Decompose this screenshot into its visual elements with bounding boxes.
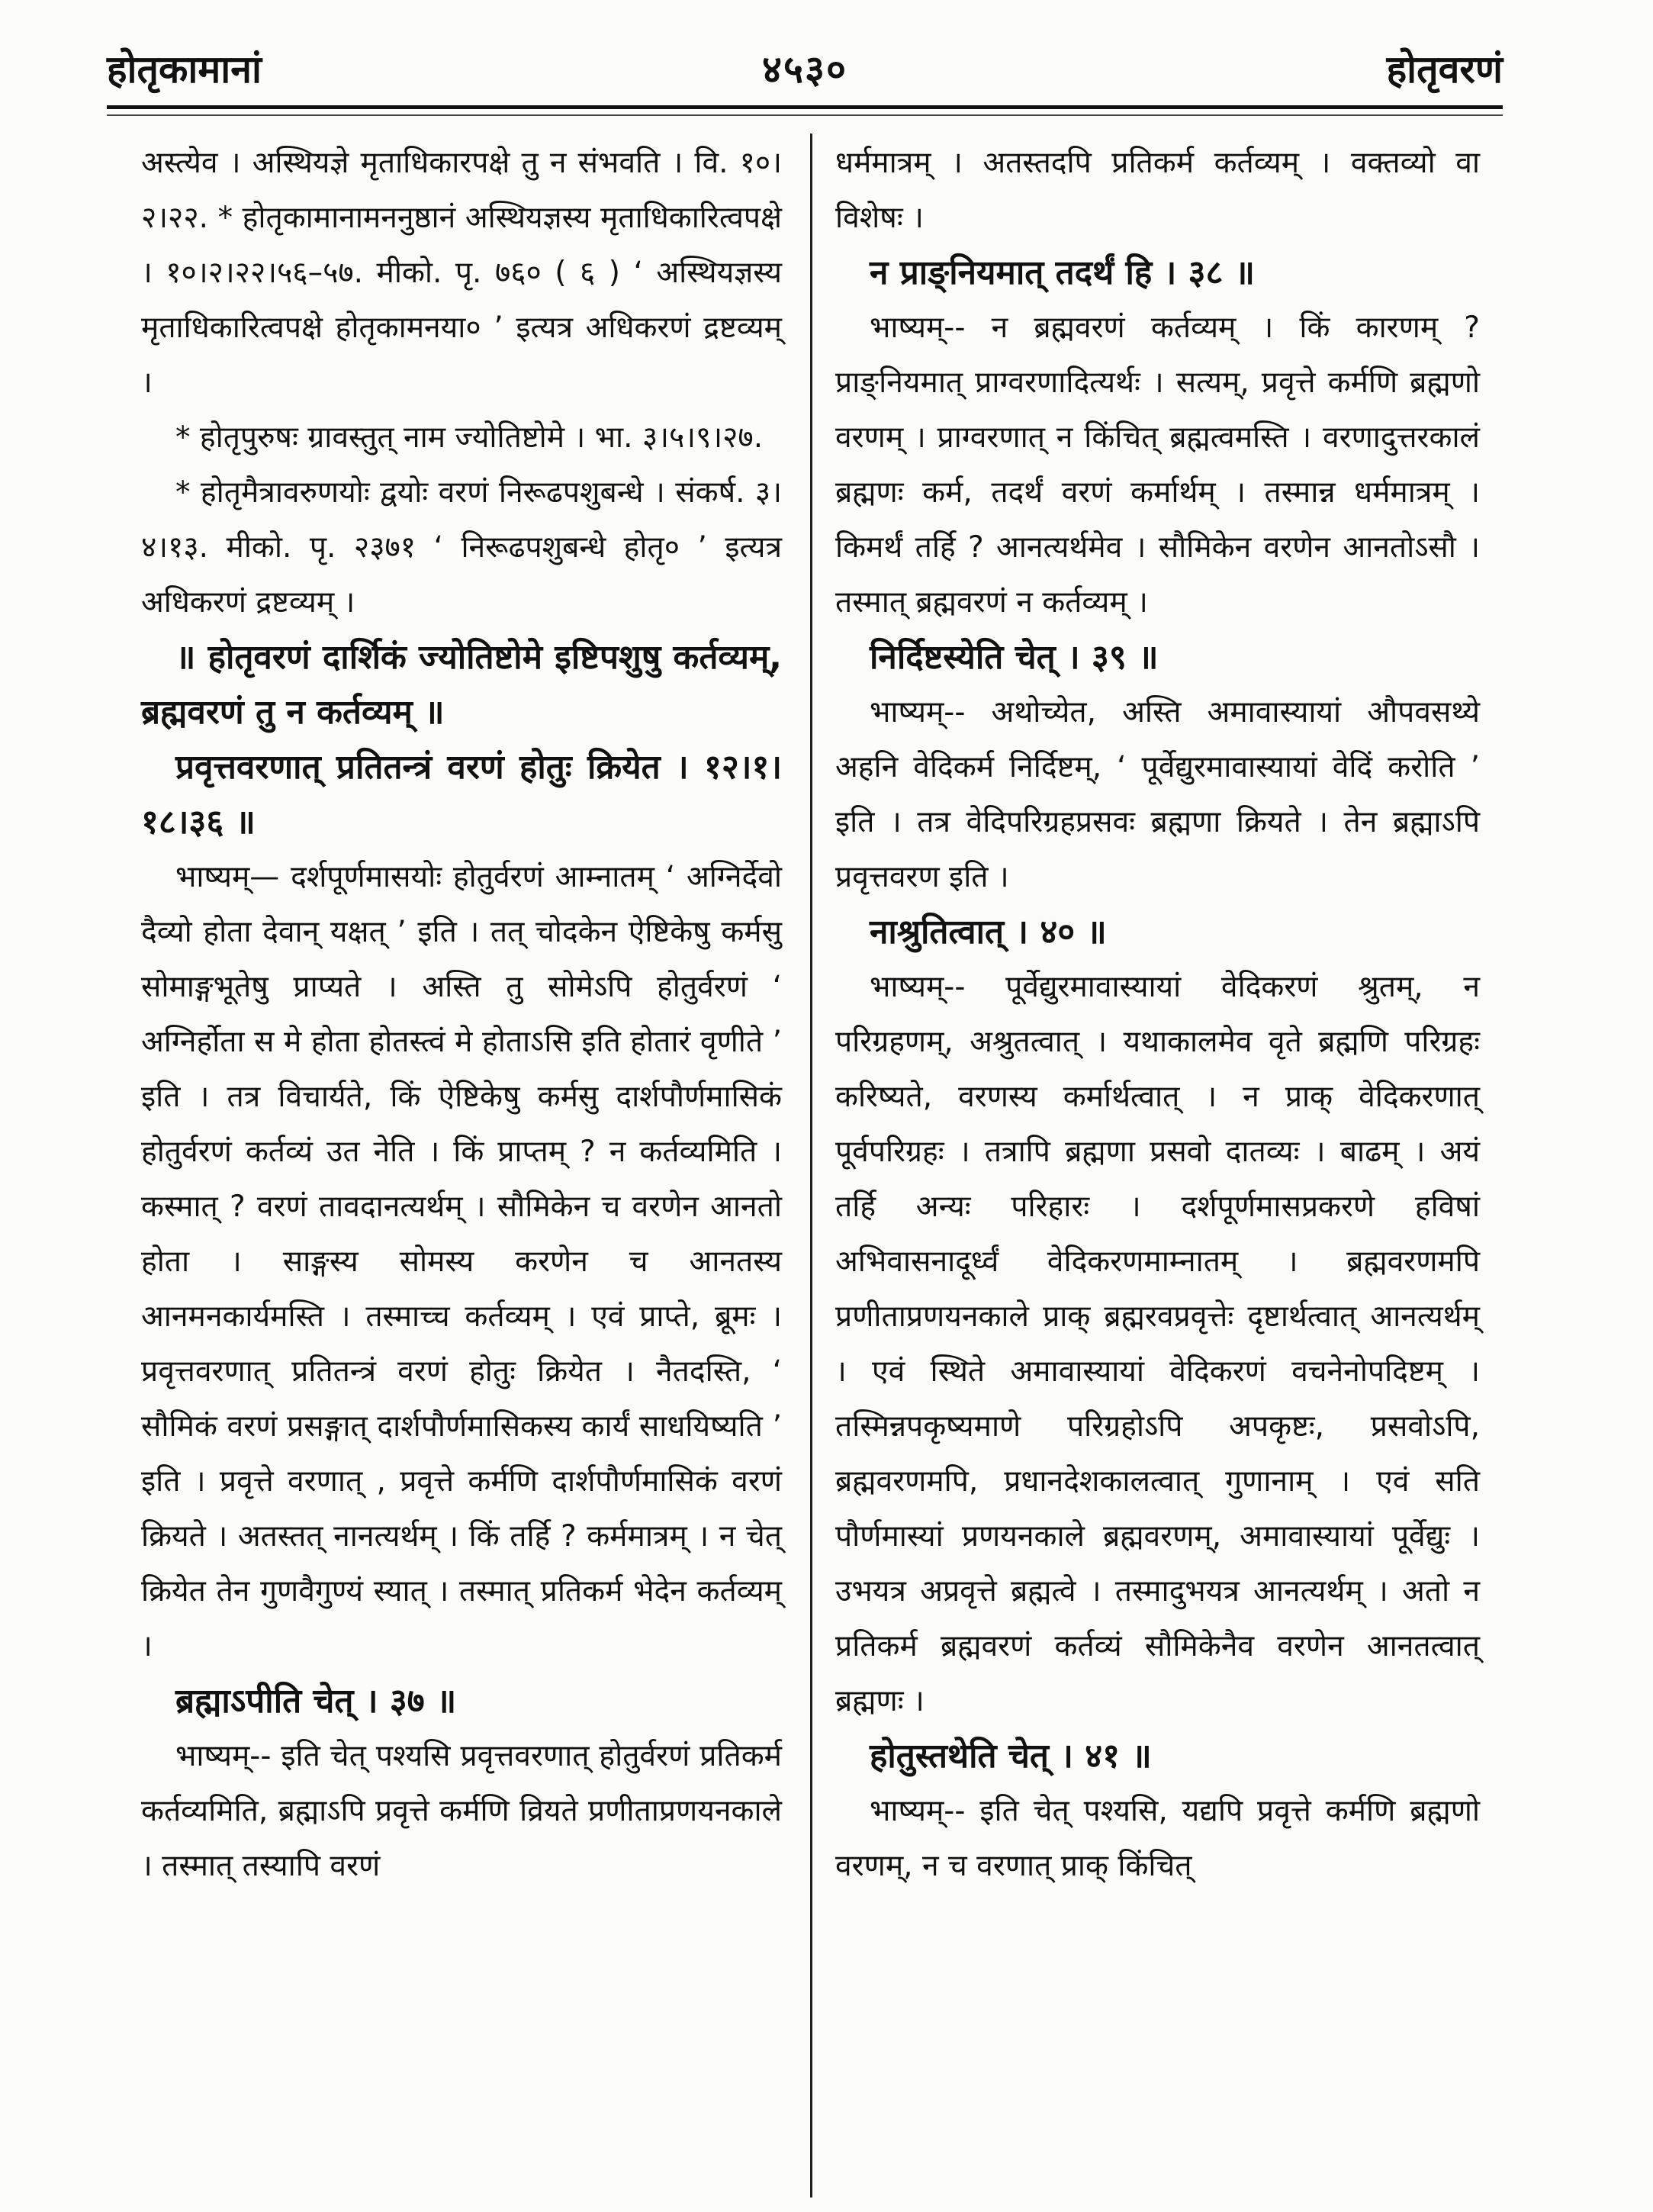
paragraph: अस्त्येव । अस्थियज्ञे मृताधिकारपक्षे तु न संभवति । वि. १०।२।२२. * होतृकामानामननुष्ठानं अस्थियज्ञस्य मृताधिकारित्वपक्षे । १०।२।२२।५६–५७. मीको. पृ. ७६० ( ६ ) ‘ अस्थियज्ञस्य मृताधिकारित्वपक्षे होतृकामनया० ’ इत्यत्र अधिकरणं द्रष्टव्यम् । xyxy=(141,146,782,400)
sutra: होतुस्तथेति चेत् । ४१ ॥ xyxy=(870,1737,1152,1776)
bhashya-paragraph: भाष्यम्-- इति चेत् पश्यसि प्रवृत्तवरणात् होतुर्वरणं प्रतिकर्म कर्तव्यमिति, ब्रह्माऽपि प्रवृत्ते कर्मणि व्रियते प्रणीताप्रणयनकाले । तस्मात् तस्यापि वरणं xyxy=(141,1739,782,1883)
sutra: ब्रह्माऽपीति चेत् । ३७ ॥ xyxy=(175,1682,457,1721)
page-number: ४५३० xyxy=(762,47,847,92)
sutra: न प्राङ्नियमात् तदर्थं हि । ३८ ॥ xyxy=(870,253,1256,292)
column-divider xyxy=(810,134,812,2198)
header-rule-thin xyxy=(107,114,1503,116)
right-column xyxy=(835,136,1480,1894)
bhashya-paragraph: भाष्यम्-- पूर्वेद्युरमावास्यायां वेदिकरणं श्रुतम्, न परिग्रहणम्, अश्रुतत्वात् । यथाकालमेव वृते ब्रह्मणि परिग्रहः करिष्यते, वरणस्य कर्मार्थत्वात् । न प्राक् वेदिकरणात् पूर्वपरिग्रहः । तत्रापि ब्रह्मणा प्रसवो दातव्यः । बाढम् । अयं तर्हि अन्यः परिहारः । दर्शपूर्णमासप्रकरणे हविषां अभिवासनादूर्ध्वं वेदिकरणमाम्नातम् । ब्रह्मवरणमपि प्रणीताप्रणयनकाले प्राक् ब्रह्मरवप्रवृत्तेः दृष्टार्थत्वात् आनत्यर्थम् । एवं स्थिते अमावास्यायां वेदिकरणं वचनेनोपदिष्टम् । तस्मिन्नपकृष्यमाणे परिग्रहोऽपि अपकृष्टः, प्रसवोऽपि, ब्रह्मवरणमपि, प्रधानदेशकालत्वात् गुणानाम् । एवं सति पौर्णमास्यां प्रणयनकाले ब्रह्मवरणम्, अमावास्यायां पूर्वेद्युः । उभयत्र अप्रवृत्ते ब्रह्मत्वे । तस्मादुभयत्र आनत्यर्थम् । अतो न प्रतिकर्म ब्रह्मवरणं कर्तव्यं सौमिकेनैव वरणेन आनतत्वात् ब्रह्मणः । xyxy=(835,970,1480,1718)
paragraph: * होतृमैत्रावरुणयोः द्वयोः वरणं निरूढपशुबन्धे । संकर्ष. ३।४।१३. मीको. पृ. २३७१ ‘ निरूढपशुबन्धे होतृ० ’ इत्यत्र अधिकरणं द्रष्टव्यम् । xyxy=(141,475,782,620)
paragraph: धर्ममात्रम् । अतस्तदपि प्रतिकर्म कर्तव्यम् । वक्तव्यो वा विशेषः । xyxy=(835,146,1480,235)
sutra: नाश्रुतित्वात् । ४० ॥ xyxy=(870,913,1107,951)
paragraph: * होतृपुरुषः ग्रावस्तुत् नाम ज्योतिष्टोमे । भा. ३।५।९।२७. xyxy=(175,420,764,455)
header-right-title: होतृवरणं xyxy=(1386,47,1503,92)
header-left-title: होतृकामानां xyxy=(107,47,262,92)
bhashya-paragraph: भाष्यम्— दर्शपूर्णमासयोः होतुर्वरणं आम्नातम् ‘ अग्निर्देवो दैव्यो होता देवान् यक्षत् ’ इति । तत् चोदकेन ऐष्टिकेषु कर्मसु सोमाङ्गभूतेषु प्राप्यते । अस्ति तु सोमेऽपि होतुर्वरणं ‘ अग्निर्होता स मे होता होतस्त्वं मे होताऽसि इति होतारं वृणीते ’ इति । तत्र विचार्यते, किं ऐष्टिकेषु कर्मसु दार्शपौर्णमासिकं होतुर्वरणं कर्तव्यं उत नेति । किं प्राप्तम् ? न कर्तव्यमिति । कस्मात् ? वरणं तावदानत्यर्थम् । सौमिकेन च वरणेन आनतो होता । साङ्गस्य सोमस्य करणेन च आनतस्य आनमनकार्यमस्ति । तस्माच्च कर्तव्यम् । एवं प्राप्ते, ब्रूमः । प्रवृत्तवरणात् प्रतितन्त्रं वरणं होतुः क्रियेत । नैतदस्ति, ‘ सौमिकं वरणं प्रसङ्गात् दार्शपौर्णमासिकस्य कार्यं साधयिष्यति ’ इति । प्रवृत्ते वरणात् , प्रवृत्ते कर्मणि दार्शपौर्णमासिकं वरणं क्रियते । अतस्तत् नानत्यर्थम् । किं तर्हि ? कर्ममात्रम् । न चेत् क्रियेत तेन गुणवैगुण्यं स्यात् । तस्मात् प्रतिकर्म भेदेन कर्तव्यम् । xyxy=(141,860,782,1663)
bhashya-paragraph: भाष्यम्-- इति चेत् पश्यसि, यद्यपि प्रवृत्ते कर्मणि ब्रह्मणो वरणम्, न च वरणात् प्राक् किंचित् xyxy=(835,1794,1480,1883)
page-header xyxy=(107,42,1503,111)
sutra: प्रवृत्तवरणात् प्रतितन्त्रं वरणं होतुः क्रियेत । १२।१।१८।३६ ॥ xyxy=(141,748,782,842)
bhashya-paragraph: भाष्यम्-- अथोच्येत, अस्ति अमावास्यायां औपवसथ्ये अहनि वेदिकर्म निर्दिष्टम्, ‘ पूर्वेद्युरमावास्यायां वेदिं करोति ’ इति । तत्र वेदिपरिग्रहप्रसवः ब्रह्मणा क्रियते । तेन ब्रह्माऽपि प्रवृत्तवरण इति । xyxy=(835,695,1480,894)
left-column xyxy=(141,136,782,1894)
adhikarana-heading: ॥ होतृवरणं दार्शिकं ज्योतिष्टोमे इष्टिपशुषु कर्तव्यम्, ब्रह्मवरणं तु न कर्तव्यम् ॥ xyxy=(141,638,782,732)
sutra: निर्दिष्टस्येति चेत् । ३९ ॥ xyxy=(870,638,1159,677)
header-rule xyxy=(107,105,1503,109)
bhashya-paragraph: भाष्यम्-- न ब्रह्मवरणं कर्तव्यम् । किं कारणम् ? प्राङ्नियमात् प्राग्वरणादित्यर्थः । सत्यम्, प्रवृत्ते कर्मणि ब्रह्मणो वरणम् । प्राग्वरणात् न किंचित् ब्रह्मत्वमस्ति । वरणादुत्तरकालं ब्रह्मणः कर्म, तदर्थं वरणं कर्मार्थम् । तस्मान्न धर्ममात्रम् । किमर्थं तर्हि ? आनत्यर्थमेव । सौमिकेन वरणेन आनतोऽसौ । तस्मात् ब्रह्मवरणं न कर्तव्यम् । xyxy=(835,311,1480,620)
